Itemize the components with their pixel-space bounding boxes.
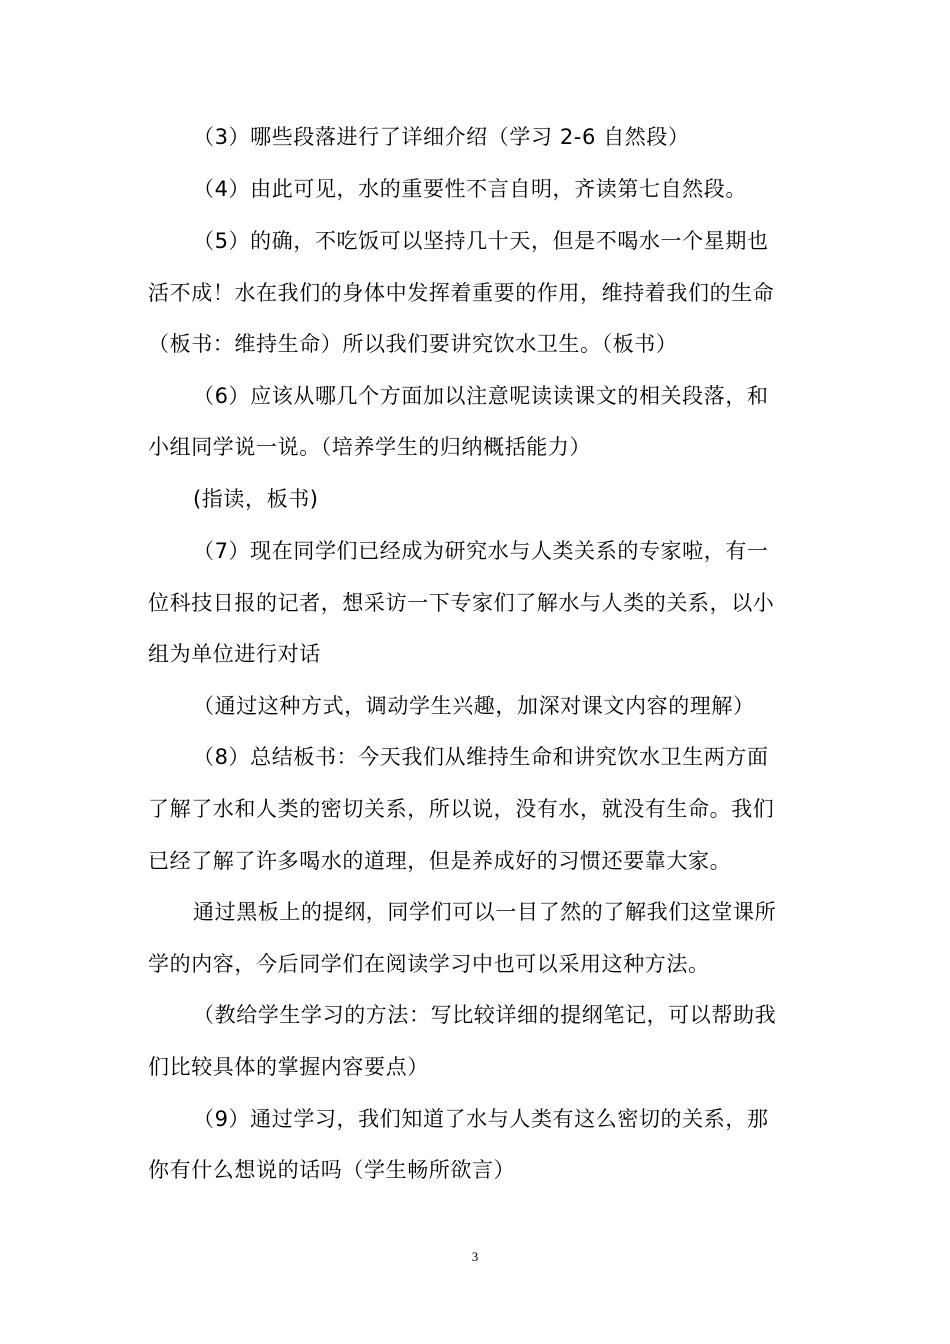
paragraph-7-note: （通过这种方式，调动学生兴趣，加深对课文内容的理解） bbox=[193, 694, 755, 718]
paragraph-5-line-3: （板书：维持生命）所以我们要讲究饮水卫生。（板书） bbox=[148, 332, 678, 356]
paragraph-6-line-1: （6）应该从哪几个方面加以注意呢读读课文的相关段落，和 bbox=[193, 384, 769, 408]
paragraph-3-line-1: （3）哪些段落进行了详细介绍（学习 2-6 自然段） bbox=[193, 125, 690, 149]
paragraph-7-line-1: （7）现在同学们已经成为研究水与人类关系的专家啦，有一 bbox=[193, 539, 769, 563]
paragraph-6-note: (指读，板书) bbox=[193, 487, 319, 511]
paragraph-5-line-1: （5）的确，不吃饭可以坚持几十天，但是不喝水一个星期也 bbox=[193, 229, 769, 253]
paragraph-8-line-3: 已经了解了许多喝水的道理，但是养成好的习惯还要靠大家。 bbox=[148, 849, 732, 873]
paragraph-6-line-2: 小组同学说一说。（培养学生的归纳概括能力） bbox=[148, 435, 592, 459]
paragraph-method-line-1: （教给学生学习的方法：写比较详细的提纲笔记，可以帮助我 bbox=[193, 1003, 777, 1027]
paragraph-method-line-2: 们比较具体的掌握内容要点） bbox=[148, 1055, 429, 1079]
paragraph-9-line-2: 你有什么想说的话吗（学生畅所欲言） bbox=[148, 1158, 516, 1182]
paragraph-8-line-1: （8）总结板书：今天我们从维持生命和讲究饮水卫生两方面 bbox=[193, 745, 769, 769]
paragraph-8-line-2: 了解了水和人类的密切关系，所以说，没有水，就没有生命。我们 bbox=[148, 797, 775, 821]
paragraph-summary-line-2: 学的内容，今后同学们在阅读学习中也可以采用这种方法。 bbox=[148, 952, 710, 976]
paragraph-9-line-1: （9）通过学习，我们知道了水与人类有这么密切的关系，那 bbox=[193, 1107, 769, 1131]
paragraph-7-line-3: 组为单位进行对话 bbox=[148, 642, 321, 666]
paragraph-4-line-1: （4）由此可见，水的重要性不言自明，齐读第七自然段。 bbox=[193, 177, 747, 201]
paragraph-7-line-2: 位科技日报的记者，想采访一下专家们了解水与人类的关系，以小 bbox=[148, 591, 775, 615]
paragraph-5-line-2: 活不成！水在我们的身体中发挥着重要的作用，维持着我们的生命 bbox=[148, 281, 775, 305]
page-number: 3 bbox=[471, 1249, 479, 1264]
paragraph-summary-line-1: 通过黑板上的提纲，同学们可以一目了然的了解我们这堂课所 bbox=[193, 900, 777, 924]
